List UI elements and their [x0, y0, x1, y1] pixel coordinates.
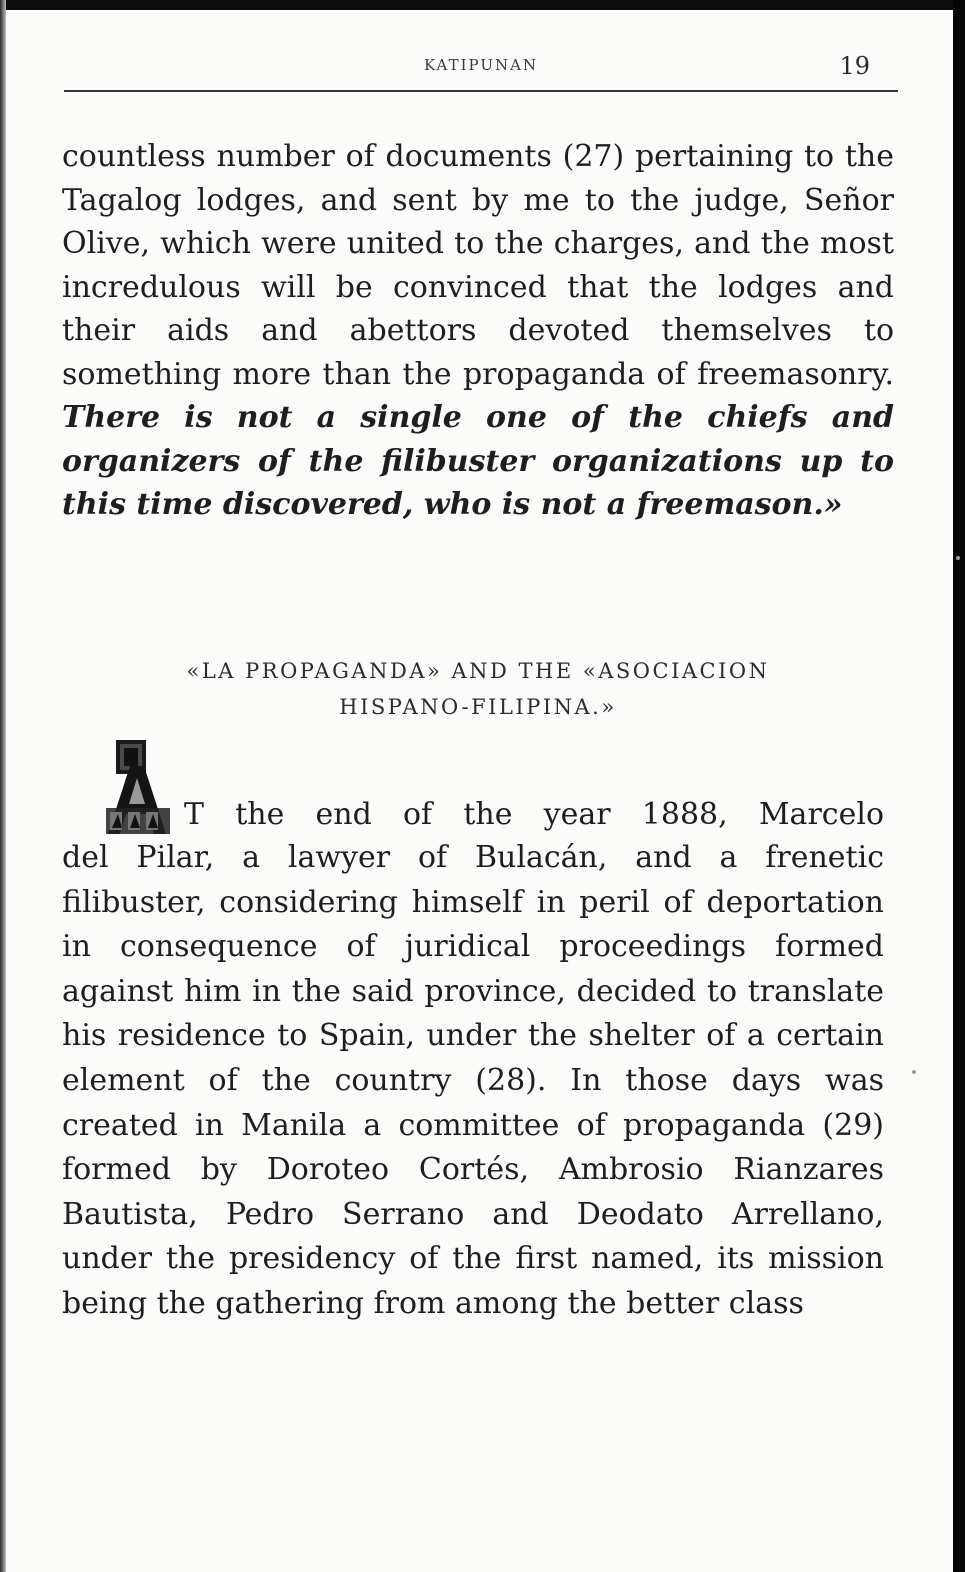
scan-speck: [956, 556, 960, 560]
scan-speck: [912, 1070, 916, 1074]
header-rule: [64, 90, 898, 92]
section-heading: [62, 653, 894, 725]
scan-left-edge: [0, 0, 6, 1572]
section-heading-line-1: «LA PROPAGANDA» AND THE «ASOCIACION: [186, 659, 770, 683]
running-title: KATIPUNAN: [423, 56, 539, 74]
scan-right-edge: [953, 0, 965, 1572]
drop-cap: [104, 738, 184, 838]
paragraph-1: [62, 135, 894, 527]
paragraph-1-text: countless number of documents (27) pertaining to the Tagalog lodges, and sent by me to the judge, Señor Olive, which were united to the charges, and the most incredulous will be convinced that the lodges and their aids and abettors devoted themselves to something more than the propaganda of freemasonry.: [62, 139, 894, 392]
running-head: [64, 52, 898, 92]
drop-cap-letter: [104, 738, 184, 838]
scan-top-edge: [0, 0, 965, 10]
page-number: 19: [839, 52, 870, 80]
paragraph-1-emphasis: There is not a single one of the chiefs and organizers of the filibuster organizations up to this time discovered, who is not a freemason.»: [62, 400, 894, 522]
paragraph-2-first-line: T the end of the year 1888, Marcelo: [184, 797, 884, 832]
section-heading-line-2: HISPANO-FILIPINA.»: [339, 695, 617, 719]
paragraph-2-body: del Pilar, a lawyer of Bulacán, and a frenetic filibuster, considering himself in peril of deportation in consequence of juridical proceedings formed against him in the said province, decided to translate his residence to Spain, under the shelter of a certain element of the country (28). In those days was created in Manila a committee of propaganda (29) formed by Doroteo Cortés, Ambrosio Rianzares Bautista, Pedro Serrano and Deodato Arrellano, under the presidency of the first named, its mission being the gathering from among the better class: [62, 840, 884, 1321]
